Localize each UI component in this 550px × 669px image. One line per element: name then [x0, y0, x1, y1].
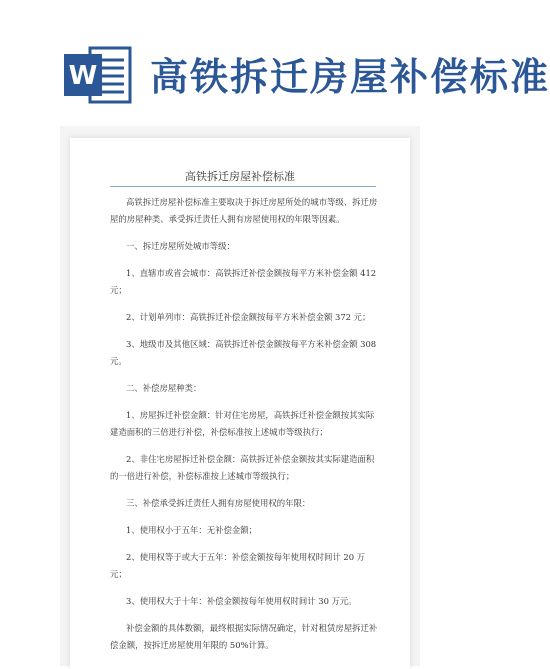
document-title: 高铁拆迁房屋补偿标准 [185, 170, 295, 183]
list-item: 3、地级市及其他区域：高铁拆迁补偿金额按每平方米补偿金额 308 元。 [110, 339, 377, 366]
section-heading-type: 二、补偿房屋种类： [126, 383, 202, 393]
word-logo-letter: W [68, 61, 98, 91]
list-item: 1、使用权小于五年：无补偿金额； [126, 525, 257, 535]
section-heading-city: 一、拆迁房屋所处城市等级： [126, 241, 235, 251]
banner [0, 0, 550, 120]
title-divider [110, 186, 376, 187]
document-page [70, 138, 410, 669]
list-item: 2、使用权等于或大于五年：补偿金额按每年使用权时间计 20 万元； [110, 552, 366, 579]
list-item: 3、使用权大于十年：补偿金额按每年使用权时间计 30 万元。 [126, 596, 357, 606]
section-heading-years: 三、补偿承受拆迁责任人拥有房屋使用权的年限： [126, 498, 311, 508]
list-item: 2、非住宅房屋拆迁补偿金额：高铁拆迁补偿金额按其实际建造面积的一倍进行补偿，补偿标准按上述城市等级执行； [110, 454, 375, 481]
closing-paragraph: 补偿金额的具体数额，最终根据实际情况确定，针对租赁房屋拆迁补偿金额，按拆迁房屋使用年限的 50%计算。 [110, 623, 378, 650]
banner-title: 高铁拆迁房屋补偿标准 [150, 55, 550, 99]
intro-paragraph: 高铁拆迁房屋补偿标准主要取决于拆迁房屋所处的城市等级、拆迁房屋的房屋种类、承受拆迁责任人拥有房屋使用权的年限等因素。 [110, 197, 378, 224]
list-item: 1、直辖市或省会城市：高铁拆迁补偿金额按每平方米补偿金额 412 元； [110, 268, 377, 295]
word-document-icon [62, 44, 132, 106]
list-item: 2、计划单列市：高铁拆迁补偿金额按每平方米补偿金额 372 元； [126, 312, 371, 322]
list-item: 1、房屋拆迁补偿金额：针对住宅房屋，高铁拆迁补偿金额按其实际建造面积的三倍进行补偿，补偿标准按上述城市等级执行； [110, 410, 375, 437]
document-body [110, 194, 378, 664]
